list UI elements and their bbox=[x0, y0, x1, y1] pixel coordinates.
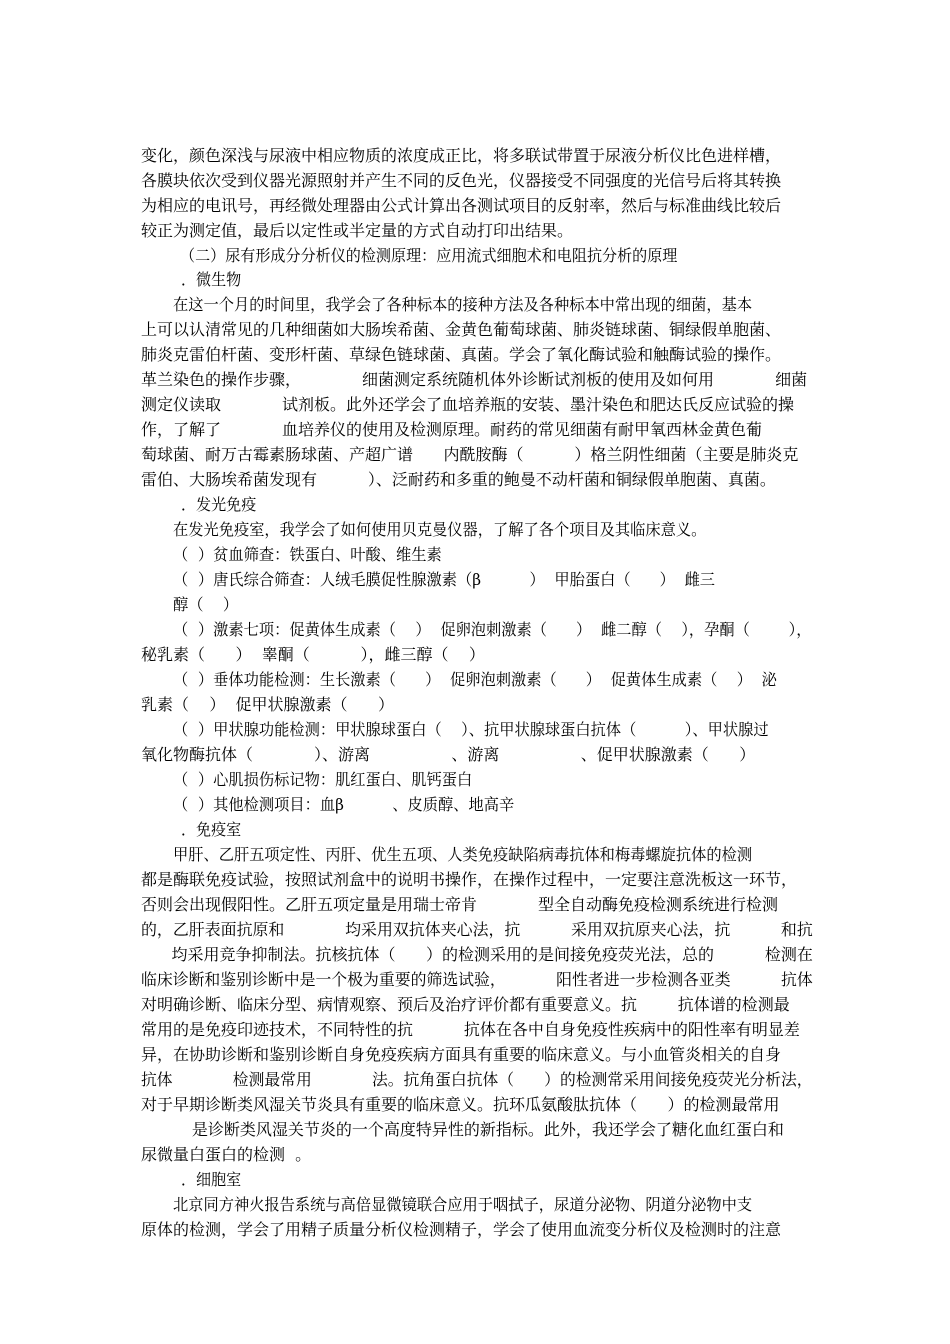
paragraph-line: 在这一个月的时间里，我学会了各种标本的接种方法及各种标本中常出现的细菌，基本 bbox=[173, 295, 753, 314]
paragraph-line: 在发光免疫室，我学会了如何使用贝克曼仪器，了解了各个项目及其临床意义。 bbox=[173, 520, 707, 539]
paragraph-line: 是诊断类风湿关节炎的一个高度特异性的新指标。此外，我还学会了糖化血红蛋白和 bbox=[141, 1120, 784, 1139]
paragraph-line: 测定仪读取 试剂板。此外还学会了血培养瓶的安装、墨汁染色和肥达氏反应试验的操 bbox=[141, 395, 795, 414]
paragraph-line: 抗体 检测最常用 法。抗角蛋白抗体（ ）的检测常采用间接免疫荧光分析法， bbox=[141, 1070, 813, 1089]
paragraph-line: 较正为测定值，最后以定性或半定量的方式自动打印出结果。 bbox=[141, 221, 574, 240]
paragraph-line: 临床诊断和鉴别诊断中是一个极为重要的筛选试验， 阳性者进一步检测各亚类 抗体 bbox=[141, 970, 813, 989]
list-item-continuation: 氧化物酶抗体（ ）、游离 、游离 、促甲状腺激素（ ） bbox=[141, 745, 756, 764]
paragraph-line: 甲肝、乙肝五项定性、丙肝、优生五项、人类免疫缺陷病毒抗体和梅毒螺旋抗体的检测 bbox=[173, 845, 753, 864]
list-item-continuation: 秘乳素（ ） 睾酮（ ），雌三醇（ ） bbox=[141, 645, 485, 664]
paragraph-line: 雷伯、大肠埃希菌发现有 ）、泛耐药和多重的鲍曼不动杆菌和铜绿假单胞菌、真菌。 bbox=[141, 470, 776, 489]
paragraph-line: 都是酶联免疫试验，按照试剂盒中的说明书操作，在操作过程中，一定要注意洗板这一环节， bbox=[141, 870, 798, 889]
paragraph-line: 尿微量白蛋白的检测 。 bbox=[141, 1145, 312, 1164]
list-item: （ ）垂体功能检测：生长激素（ ） 促卵泡刺激素（ ） 促黄体生成素（ ） 泌 bbox=[173, 670, 777, 689]
list-item-continuation: 醇（ ） bbox=[173, 595, 239, 614]
section-heading: ．发光免疫 bbox=[181, 495, 257, 514]
section-heading: （二）尿有形成分分析仪的检测原理：应用流式细胞术和电阻抗分析的原理 bbox=[180, 246, 678, 265]
paragraph-line: 北京同方神火报告系统与高倍显微镜联合应用于咽拭子，尿道分泌物、阴道分泌物中支 bbox=[173, 1195, 753, 1214]
section-heading: ．细胞室 bbox=[181, 1170, 242, 1189]
list-item: （ ）其他检测项目：血β 、皮质醇、地高辛 bbox=[173, 795, 515, 814]
paragraph-line: 原体的检测，学会了用精子质量分析仪检测精子，学会了使用血流变分析仪及检测时的注意 bbox=[141, 1220, 782, 1239]
paragraph-line: 对明确诊断、临床分型、病情观察、预后及治疗评价都有重要意义。抗 抗体谱的检测最 bbox=[141, 995, 790, 1014]
section-heading: ．微生物 bbox=[181, 270, 242, 289]
list-item: （ ）激素七项：促黄体生成素（ ） 促卵泡刺激素（ ） 雌二醇（ ），孕酮（ ）， bbox=[173, 620, 812, 639]
paragraph-line: 常用的是免疫印迹技术，不同特性的抗 抗体在各中自身免疫性疾病中的阳性率有明显差 bbox=[141, 1020, 800, 1039]
list-item: （ ）甲状腺功能检测：甲状腺球蛋白（ ）、抗甲状腺球蛋白抗体（ ）、甲状腺过 bbox=[173, 720, 769, 739]
paragraph-line: 均采用竞争抑制法。抗核抗体（ ）的检测采用的是间接免疫荧光法，总的 检测在 bbox=[141, 945, 813, 964]
paragraph-line: 肺炎克雷伯杆菌、变形杆菌、草绿色链球菌、真菌。学会了氧化酶试验和触酶试验的操作。 bbox=[141, 345, 782, 364]
section-heading: ．免疫室 bbox=[181, 820, 242, 839]
list-item: （ ）唐氏综合筛查：人绒毛膜促性腺激素（β ） 甲胎蛋白（ ） 雌三 bbox=[173, 570, 716, 589]
paragraph-line: 上可以认清常见的几种细菌如大肠埃希菌、金黄色葡萄球菌、肺炎链球菌、铜绿假单胞菌、 bbox=[141, 320, 782, 339]
list-item-continuation: 乳素（ ） 促甲状腺激素（ ） bbox=[141, 695, 395, 714]
paragraph-line: 异，在协助诊断和鉴别诊断自身免疫疾病方面具有重要的临床意义。与小血管炎相关的自身 bbox=[141, 1045, 782, 1064]
list-item: （ ）贫血筛查：铁蛋白、叶酸、维生素 bbox=[173, 545, 442, 564]
paragraph-line: 变化，颜色深浅与尿液中相应物质的浓度成正比，将多联试带置于尿液分析仪比色进样槽， bbox=[141, 146, 782, 165]
paragraph-line: 萄球菌、耐万古霉素肠球菌、产超广谱 内酰胺酶（ ）格兰阴性细菌（主要是肺炎克 bbox=[141, 445, 799, 464]
paragraph-line: 对于早期诊断类风湿关节炎具有重要的临床意义。抗环瓜氨酸肽抗体（ ）的检测最常用 bbox=[141, 1095, 780, 1114]
paragraph-line: 的，乙肝表面抗原和 均采用双抗体夹心法，抗 采用双抗原夹心法，抗 和抗 bbox=[141, 920, 813, 939]
list-item: （ ）心肌损伤标记物：肌红蛋白、肌钙蛋白 bbox=[173, 770, 473, 789]
paragraph-line: 各膜块依次受到仪器光源照射并产生不同的反色光，仪器接受不同强度的光信号后将其转换 bbox=[141, 171, 782, 190]
paragraph-line: 否则会出现假阳性。乙肝五项定量是用瑞士帝肯 型全自动酶免疫检测系统进行检测 bbox=[141, 895, 779, 914]
paragraph-line: 为相应的电讯号，再经微处理器由公式计算出各测试项目的反射率，然后与标准曲线比较后 bbox=[141, 196, 782, 215]
paragraph-line: 作，了解了 血培养仪的使用及检测原理。耐药的常见细菌有耐甲氧西林金黄色葡 bbox=[141, 420, 763, 439]
paragraph-line: 革兰染色的操作步骤， 细菌测定系统随机体外诊断试剂板的使用及如何用 细菌 bbox=[141, 370, 808, 389]
